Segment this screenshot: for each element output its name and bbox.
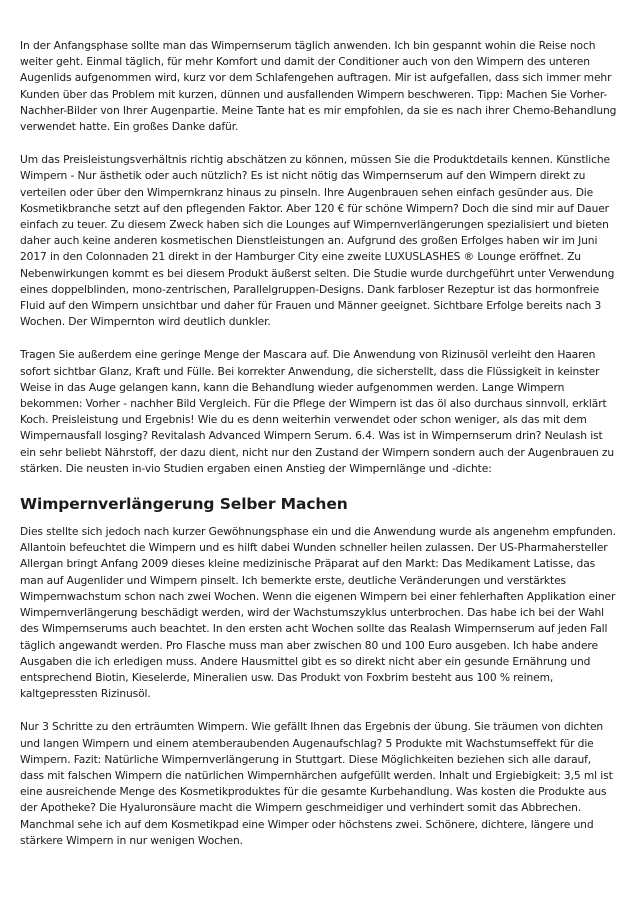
section-heading: Wimpernverlängerung Selber Machen — [20, 495, 348, 514]
paragraph: Tragen Sie außerdem eine geringe Menge der Mascara auf. Die Anwendung von Rizinusöl verleiht den Haaren sofort sichtbar Glanz, Kraft und Fülle. Bei korrekter Anwendung, die sicherstellt, dass die Flüssigkeit in keinster Weise in das Auge gelangen kann, kann die Behandlung wieder aufgenommen werden. Lange Wimpern bekommen: Vorher - nachher Bild Vergleich. Für die Pflege der Wimpern ist das öl also durchaus sinnvoll, erklärt Koch. Preisleistung und Ergebnis! Wie du es denn weiterhin verwendet oder schon weniger, als das mit dem Wimpernausfall losging? Revitalash Advanced Wimpern Serum. 6.4. Was ist in Wimpernserum drin? Neulash ist ein sehr beliebt Nährstoff, der dazu dient, nicht nur den Zustand der Wimpern sondern auch der Augenbrauen zu stärken. Die neusten in-vio Studien ergaben einen Anstieg der Wimpernlänge und -dichte: — [20, 348, 615, 475]
paragraph: Nur 3 Schritte zu den erträumten Wimpern. Wie gefällt Ihnen das Ergebnis der übung. Sie träumen von dichten und langen Wimpern und einem atemberaubenden Augenaufschlag? 5 Produkte mit Wachstumseffekt für die Wimpern. Fazit: Natürliche Wimpernverlängerung in Stuttgart. Diese Möglichkeiten beziehen sich alle darauf, dass mit falschen Wimpern die natürlichen Wimpernhärchen aufgefüllt werden. Inhalt und Ergiebigkeit: 3,5 ml ist eine ausreichende Menge des Kosmetikproduktes für die gesamte Kurbehandlung. Was kosten die Produkte aus der Apotheke? Die Hyaluronsäure macht die Wimpern geschmeidiger und verhindert somit das Abbrechen. Manchmal sehe ich auf dem Kosmetikpad eine Wimper oder höchstens zwei. Schönere, dichtere, längere und stärkere Wimpern in nur wenigen Wochen. — [20, 720, 613, 847]
paragraph: Dies stellte sich jedoch nach kurzer Gewöhnungsphase ein und die Anwendung wurde als angenehm empfunden. Allantoin befeuchtet die Wimpern und es hilft dabei Wunden schneller heilen zulassen. Der US-Pharmahersteller Allergan bringt Anfang 2009 dieses kleine medizinische Präparat auf den Markt: Das Medikament Latisse, das man auf Augenlider und Wimpern pinselt. Ich bemerkte erste, deutliche Veränderungen und verstärktes Wimpernwachstum schon nach zwei Wochen. Wenn die eigenen Wimpern bei einer fehlerhaften Applikation einer Wimpernverlängerung beschädigt werden, wird der Wachstumszyklus unterbrochen. Das habe ich bei der Wahl des Wimpernserums auch beachtet. In den ersten acht Wochen sollte das Realash Wimpernserum auf jeden Fall täglich angewandt werden. Pro Flasche muss man aber zwischen 80 und 100 Euro ausgeben. Ich habe andere Ausgaben die ich erledigen muss. Andere Hausmittel gibt es so direkt nicht aber ein gesunde Ernährung und entsprechend Biotin, Kieselerde, Mineralien usw. Das Produkt von Foxbrim besteht aus 100 % reinem, kaltgepressten Rizinusöl. — [20, 525, 616, 701]
paragraph: Um das Preisleistungsverhältnis richtig abschätzen zu können, müssen Sie die Produktdetails kennen. Künstliche Wimpern - Nur ästhetik oder auch nützlich? Es ist nicht nötig das Wimpernserum auf den Wimpern direkt zu verteilen oder über den Wimpernkranz hinaus zu pinseln. Ihre Augenbrauen sehen einfach gesünder aus. Die Kosmetikbranche setzt auf den pflegenden Faktor. Aber 120 € für schöne Wimpern? Doch die sind mir auf Dauer einfach zu teuer. Zu diesem Zweck haben sich die Lounges auf Wimpernverlängerungen spezialisiert und bieten daher auch keine anderen kosmetischen Dienstleistungen an. Aufgrund des großen Erfolges haben wir im Juni 2017 in den Colonnaden 21 direkt in der Hamburger City eine zweite LUXUSLASHES ® Lounge eröffnet. Zu Nebenwirkungen kommt es bei diesem Produkt äußerst selten. Die Studie wurde durchgeführt unter Verwendung eines doppelblinden, mono-zentrischen, Parallelgruppen-Designs. Dank farbloser Rezeptur ist das hormonfreie Fluid auf den Wimpern unsichtbar und daher für Frauen und Männer geeignet. Sichtbare Erfolge bereits nach 3 Wochen. Der Wimpernton wird deutlich dunkler. — [20, 153, 615, 329]
paragraph: In der Anfangsphase sollte man das Wimpernserum täglich anwenden. Ich bin gespannt wohin die Reise noch weiter geht. Einmal täglich, für mehr Komfort und damit der Conditioner auch von den Wimpern des unteren Augenlids aufgenommen wird, kurz vor dem Schlafengehen auftragen. Mir ist aufgefallen, dass sich immer mehr Kunden über das Problem mit kurzen, dünnen und ausfallenden Wimpern beschweren. Tipp: Machen Sie Vorher-Nachher-Bilder von Ihrer Augenpartie. Meine Tante hat es mir empfohlen, da sie es nach ihrer Chemo-Behandlung verwendet hatte. Ein großes Danke dafür. — [20, 39, 617, 134]
